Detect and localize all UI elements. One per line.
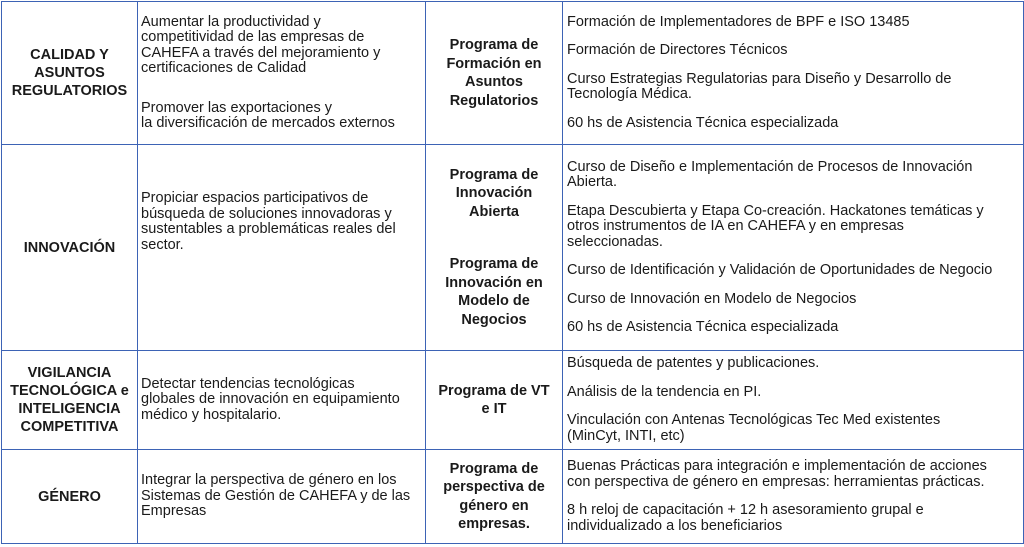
table-row-calidad (2, 2, 1024, 145)
objective-text: sector. (141, 236, 184, 253)
area-label: REGULATORIOS (11, 83, 128, 99)
activity-text: 8 h reloj de capacitación + 12 h asesoramiento grupal e (567, 502, 924, 518)
activity-text: Etapa Descubierta y Etapa Co-creación. Hackatones temáticas y (567, 202, 984, 219)
objective-text: búsqueda de soluciones innovadoras y (141, 205, 392, 222)
program-title: Regulatorios (449, 92, 539, 109)
activities-cell (563, 145, 1024, 351)
table-row-genero (2, 450, 1024, 544)
table-row-innovacion (2, 145, 1024, 351)
program-cell (426, 450, 563, 544)
program-cell (426, 2, 563, 145)
activity-text: Tecnología Médica. (567, 86, 692, 103)
objective-cell (138, 145, 426, 351)
program-title: e IT (481, 401, 507, 417)
area-cell (2, 145, 138, 351)
objective-text: sustentables a problemáticas reales del (141, 221, 396, 237)
area-label: CALIDAD Y (30, 47, 109, 63)
program-title: Innovación (455, 185, 533, 202)
objective-text: CAHEFA a través del mejoramiento y (141, 44, 381, 61)
program-title: Programa de (449, 37, 539, 53)
objective-cell (138, 450, 426, 544)
program-title: Negocios (461, 311, 527, 328)
activity-text: seleccionadas. (567, 233, 663, 250)
objective-cell (138, 2, 426, 145)
objective-text: competitividad de las empresas de (141, 29, 365, 45)
objective-cell (138, 351, 426, 450)
program-cell (426, 351, 563, 450)
program-cell (426, 145, 563, 351)
activity-text: 60 hs de Asistencia Técnica especializada (567, 319, 839, 335)
program-title: Abierta (469, 203, 519, 220)
activity-text: Curso Estrategias Regulatorias para Diseño y Desarrollo de (567, 70, 952, 87)
program-title: perspectiva de (443, 479, 545, 495)
activity-text: Curso de Innovación en Modelo de Negocios (567, 290, 857, 307)
area-label: TECNOLÓGICA e (10, 383, 129, 399)
objective-text: Sistemas de Gestión de CAHEFA y de las (141, 487, 411, 504)
program-title: empresas. (458, 516, 530, 532)
programs-table (1, 1, 1024, 544)
activity-text: Vinculación con Antenas Tecnológicas Tec Med existentes (567, 412, 941, 428)
activities-cell (563, 2, 1024, 145)
activity-text: Curso de Identificación y Validación de Oportunidades de Negocio (567, 262, 993, 278)
activity-text: Formación de Directores Técnicos (567, 42, 788, 59)
objective-text: Empresas (141, 503, 207, 520)
program-title: Modelo de (458, 293, 530, 310)
area-label: INNOVACIÓN (23, 239, 116, 256)
area-label: VIGILANCIA (27, 365, 112, 381)
program-title: Programa de (449, 166, 539, 183)
program-title: género en (459, 497, 529, 514)
area-label: ASUNTOS (34, 65, 105, 81)
activity-text: (MinCyt, INTI, etc) (567, 427, 685, 444)
program-title: Programa de VT (438, 382, 550, 399)
activity-text: otros instrumentos de IA en CAHEFA y en empresas (567, 218, 904, 234)
area-cell (2, 351, 138, 450)
area-label: GÉNERO (38, 488, 101, 505)
activity-text: Formación de Implementadores de BPF e ISO 13485 (567, 13, 910, 30)
activity-text: Búsqueda de patentes y publicaciones. (567, 355, 820, 371)
area-cell (2, 450, 138, 544)
activity-text: Curso de Diseño e Implementación de Procesos de Innovación (567, 158, 973, 175)
objective-text: Aumentar la productividad y (141, 13, 321, 30)
activity-text: Buenas Prácticas para integración e implementación de acciones (567, 458, 987, 474)
program-title: Formación en (446, 55, 542, 72)
table-row-vigilancia (2, 351, 1024, 450)
objective-text: certificaciones de Calidad (141, 60, 307, 76)
objective-text: Promover las exportaciones y (141, 99, 332, 116)
program-title: Asuntos (465, 74, 523, 90)
activity-text: Análisis de la tendencia en PI. (567, 383, 762, 400)
objective-text: médico y hospitalario. (141, 406, 282, 423)
objective-text: Integrar la perspectiva de género en los (141, 472, 397, 489)
activity-text: individualizado a los beneficiarios (567, 517, 783, 534)
program-title: Programa de (449, 460, 539, 477)
activities-cell (563, 351, 1024, 450)
activity-text: con perspectiva de género en empresas: herramientas prácticas. (567, 473, 985, 490)
objective-text: Propiciar espacios participativos de (141, 190, 369, 206)
objective-text: globales de innovación en equipamiento (141, 391, 400, 408)
activities-cell (563, 450, 1024, 544)
activity-text: Abierta. (567, 174, 617, 190)
area-cell (2, 2, 138, 145)
objective-text: Detectar tendencias tecnológicas (141, 375, 355, 392)
area-label: INTELIGENCIA (18, 401, 121, 417)
area-label: COMPETITIVA (20, 419, 119, 435)
program-title: Programa de (449, 256, 539, 273)
objective-text: la diversificación de mercados externos (141, 115, 395, 131)
program-title: Innovación en (445, 274, 543, 291)
activity-text: 60 hs de Asistencia Técnica especializada (567, 114, 839, 131)
